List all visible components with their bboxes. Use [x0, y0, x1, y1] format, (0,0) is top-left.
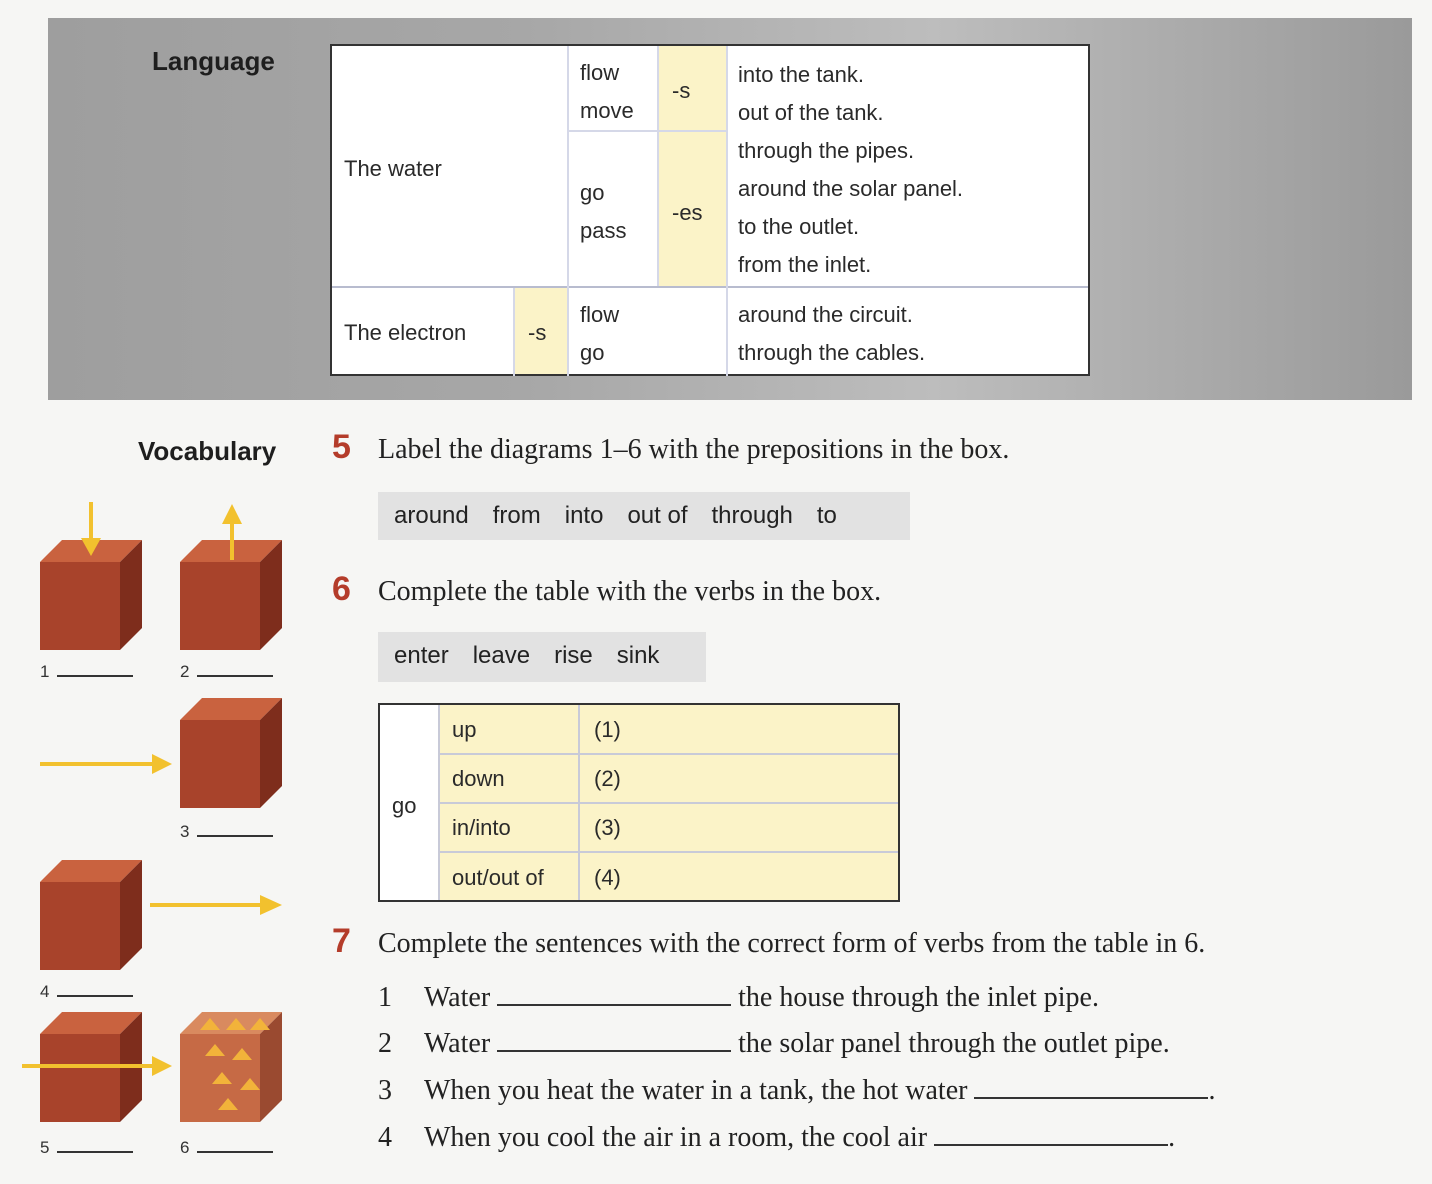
word: leave — [472, 642, 531, 669]
answer-blank[interactable] — [934, 1122, 1168, 1146]
diagram-label-3: 3 — [180, 822, 273, 842]
language-heading: Language — [152, 46, 275, 76]
preposition-word-box — [378, 492, 910, 540]
sentence-4: 4 When you cool the air in a room, the cool air . — [378, 1122, 1176, 1153]
phrase: out of the tank. — [738, 100, 884, 125]
table-verb-go: go — [392, 793, 417, 818]
vocabulary-heading: Vocabulary — [138, 436, 277, 466]
electron-verb: flow — [580, 302, 620, 327]
sentence-2: 2 Water the solar panel through the outlet pipe. — [378, 1028, 1170, 1059]
suffix-es: -es — [672, 200, 703, 225]
verb-word-box — [378, 632, 706, 682]
arrow-icon — [40, 754, 172, 774]
sentence-1: 1 Water the house through the inlet pipe. — [378, 982, 1099, 1013]
diagram-label-5: 5 — [40, 1138, 133, 1158]
answer-blank[interactable] — [974, 1075, 1208, 1099]
diagram-3-to — [180, 698, 282, 808]
word: through — [711, 502, 793, 529]
word: sink — [616, 642, 660, 669]
verb-move: move — [580, 98, 634, 123]
word: to — [816, 502, 837, 529]
language-table — [330, 44, 1090, 376]
table-answer[interactable]: (2) — [594, 766, 621, 791]
electron-subject: The electron — [344, 320, 467, 345]
exercise-7-instruction: Complete the sentences with the correct form of verbs from the table in 6. — [378, 928, 1206, 959]
sentence-3: 3 When you heat the water in a tank, the hot water . — [378, 1075, 1216, 1106]
word: into — [564, 502, 604, 529]
verb-go: go — [580, 180, 605, 205]
exercise-7-number: 7 — [332, 922, 351, 960]
table-prep: up — [452, 717, 477, 742]
table-prep: in/into — [452, 815, 511, 840]
diagram-label-4: 4 — [40, 982, 133, 1002]
phrase: into the tank. — [738, 62, 864, 87]
word: rise — [554, 642, 593, 669]
arrow-icon — [150, 895, 282, 915]
exercise-6-instruction: Complete the table with the verbs in the box. — [378, 576, 882, 607]
exercise-5-number: 5 — [332, 428, 351, 466]
exercise-6-number: 6 — [332, 570, 351, 608]
word: out of — [627, 502, 688, 529]
phrase: to the outlet. — [738, 214, 860, 239]
diagram-4-from — [40, 860, 142, 970]
phrase: around the solar panel. — [738, 176, 964, 201]
word: enter — [394, 642, 449, 669]
answer-blank[interactable] — [497, 1028, 731, 1052]
answer-blank[interactable] — [497, 982, 731, 1006]
verb-table — [378, 703, 900, 902]
diagram-1-into — [40, 540, 142, 650]
verb-pass: pass — [580, 218, 627, 243]
electron-suffix: -s — [528, 320, 547, 345]
phrase: through the pipes. — [738, 138, 915, 163]
verb-flow: flow — [580, 60, 620, 85]
word: from — [492, 502, 541, 529]
phrase: through the cables. — [738, 340, 926, 365]
diagram-label-6: 6 — [180, 1138, 273, 1158]
water-subject: The water — [344, 156, 442, 181]
suffix-s-cell — [659, 46, 727, 130]
table-answer[interactable]: (4) — [594, 865, 621, 890]
word: around — [394, 502, 469, 529]
electron-verb: go — [580, 340, 605, 365]
diagram-label-2: 2 — [180, 662, 273, 682]
suffix-s: -s — [672, 78, 691, 103]
phrase: around the circuit. — [738, 302, 913, 327]
diagram-label-1: 1 — [40, 662, 133, 682]
table-prep: down — [452, 766, 505, 791]
table-answer[interactable]: (3) — [594, 815, 621, 840]
table-prep: out/out of — [452, 865, 544, 890]
exercise-5-instruction: Label the diagrams 1–6 with the prepositions in the box. — [378, 434, 1010, 465]
table-answer[interactable]: (1) — [594, 717, 621, 742]
phrase: from the inlet. — [738, 252, 872, 277]
